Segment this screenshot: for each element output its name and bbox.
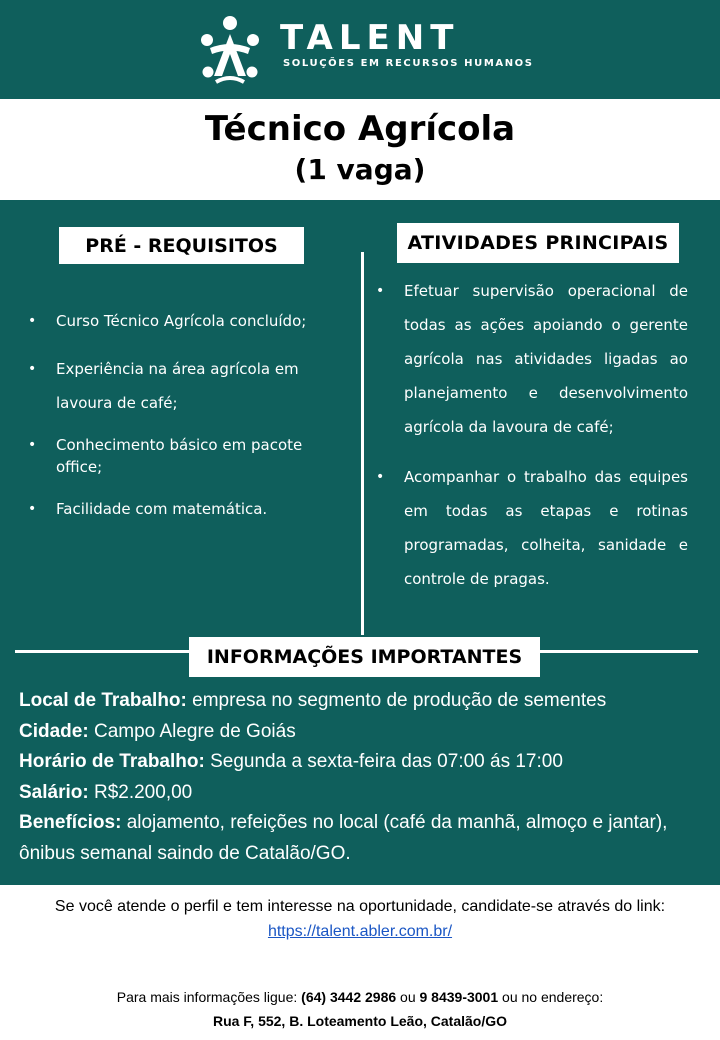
info-key: Horário de Trabalho:: [19, 751, 205, 772]
apply-instructions: [0, 894, 720, 944]
activities-heading: ATIVIDADES PRINCIPAIS: [397, 223, 679, 263]
brand-tagline: SOLUÇÕES EM RECURSOS HUMANOS: [283, 58, 534, 69]
apply-link[interactable]: https://talent.abler.com.br/: [267, 923, 453, 940]
header-banner: [0, 0, 720, 99]
people-circle-logo-icon: [196, 14, 264, 84]
info-value: empresa no segmento de produção de sementes: [192, 690, 607, 711]
list-item: • Experiência na área agrícola em lavoura de café;: [28, 352, 348, 420]
requirements-heading: PRÉ - REQUISITOS: [59, 227, 304, 264]
info-key: Salário:: [19, 781, 89, 803]
info-value: Campo Alegre de Goiás: [93, 720, 296, 742]
info-heading: INFORMAÇÕES IMPORTANTES: [189, 637, 540, 677]
contact-joiner: ou: [396, 989, 420, 1005]
requirements-list: [28, 304, 348, 540]
job-title: Técnico Agrícola: [204, 109, 516, 149]
info-row-benefits: [19, 808, 709, 869]
brand-name: TALENT: [280, 18, 460, 58]
address: Rua F, 552, B. Loteamento Leão, Catalão/GO: [212, 1013, 508, 1029]
list-item: • Facilidade com matemática.: [28, 492, 348, 526]
info-key: Benefícios:: [19, 812, 122, 833]
info-value: Segunda a sexta-feira das 07:00 ás 17:00: [210, 751, 563, 772]
list-item: • Conhecimento básico em pacote office;: [28, 434, 348, 478]
info-row-hours: [19, 747, 709, 778]
contact-phones: [0, 985, 720, 1009]
info-row-city: [19, 717, 709, 748]
contact-info: [0, 985, 720, 1033]
list-item: • Acompanhar o trabalho das equipes em todas as etapas e rotinas programadas, colheita, sanidade e controle de pragas.: [376, 460, 688, 596]
info-value: R$2.200,00: [93, 781, 193, 803]
list-item: • Curso Técnico Agrícola concluído;: [28, 304, 348, 338]
info-row-location: [19, 686, 709, 717]
main-panel: [0, 200, 720, 885]
info-details: [19, 686, 709, 869]
column-divider: [361, 252, 364, 635]
apply-text: Se você atende o perfil e tem interesse na oportunidade, candidate-se através do link:: [54, 898, 666, 915]
contact-prefix: Para mais informações ligue:: [116, 989, 302, 1005]
phone-number: (64) 3442 2986: [301, 989, 397, 1005]
list-item: • Efetuar supervisão operacional de todas as ações apoiando o gerente agrícola nas atividades ligadas ao planejamento e desenvolvimento agrícola da lavoura de café;: [376, 274, 688, 444]
title-band: [0, 99, 720, 200]
info-value: alojamento, refeições no local (café da manhã, almoço e jantar), ônibus semanal saindo de Catalão/GO.: [19, 812, 668, 864]
info-key: Local de Trabalho:: [19, 690, 187, 711]
info-key: Cidade:: [19, 720, 89, 742]
contact-suffix: ou no endereço:: [498, 989, 604, 1005]
contact-address: [0, 1009, 720, 1033]
info-row-salary: [19, 778, 709, 809]
activities-list: [376, 274, 688, 612]
mobile-number: 9 8439-3001: [419, 989, 499, 1005]
vacancy-count: (1 vaga): [294, 153, 426, 186]
